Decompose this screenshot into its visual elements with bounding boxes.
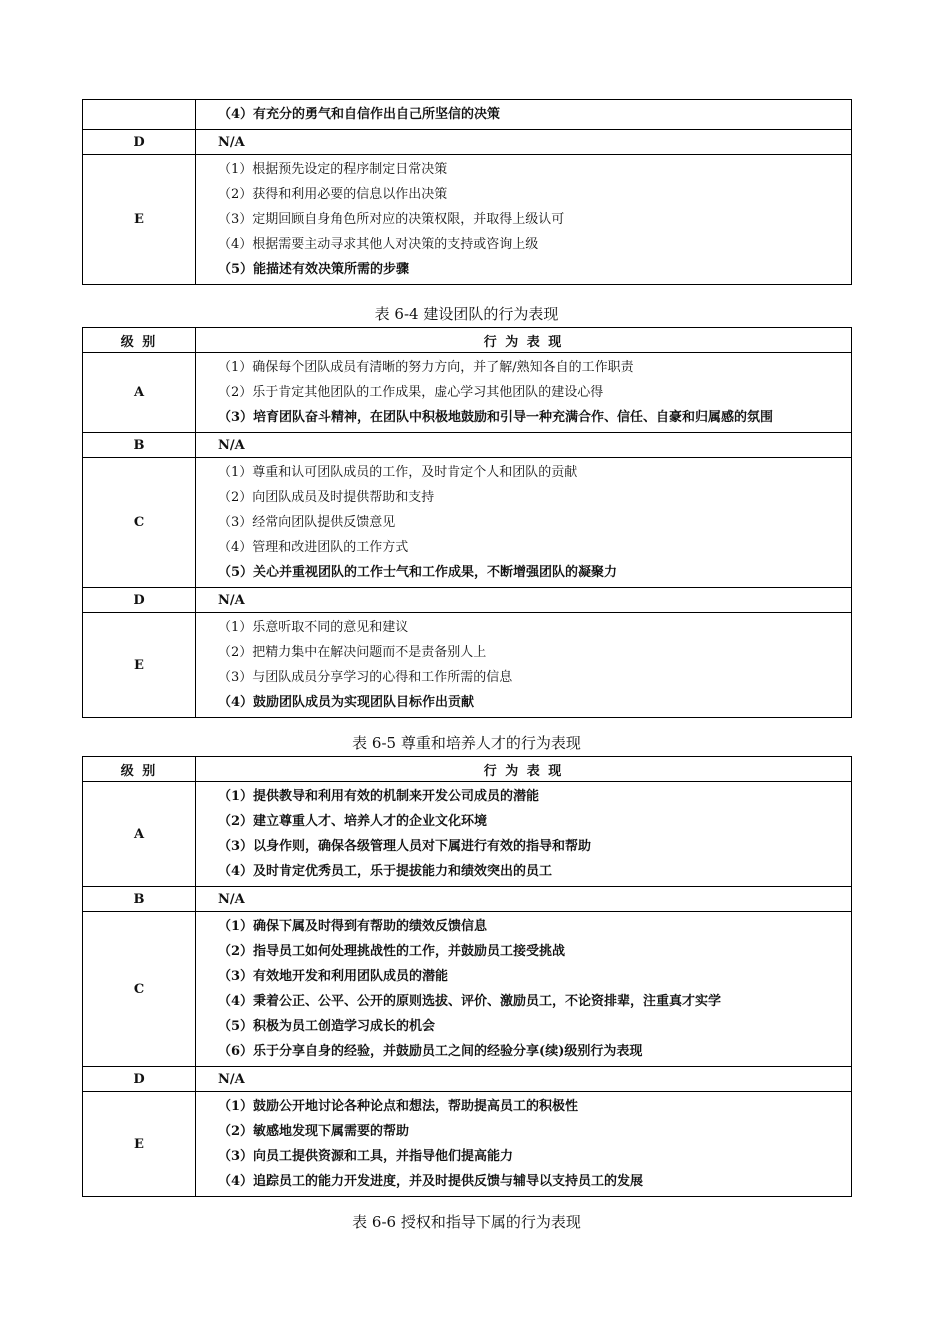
behavior-cell	[196, 458, 852, 588]
level-cell: C	[83, 458, 196, 588]
behavior-cell	[196, 353, 852, 433]
behavior-item: （6）乐于分享自身的经验，并鼓励员工之间的经验分享(续)级别行为表现	[218, 1044, 643, 1059]
header-behavior: 行 为 表 现	[196, 757, 852, 782]
behavior-item: （2）乐于肯定其他团队的工作成果，虚心学习其他团队的建设心得	[218, 385, 604, 400]
table-row	[83, 1092, 852, 1197]
behavior-item: （2）敏感地发现下属需要的帮助	[218, 1124, 410, 1139]
na-cell: N/A	[196, 433, 852, 458]
behavior-item: （4）鼓励团队成员为实现团队目标作出贡献	[218, 695, 475, 710]
behavior-item: （4）追踪员工的能力开发进度，并及时提供反馈与辅导以支持员工的发展	[218, 1174, 644, 1189]
table-caption-6-6: 表 6-6 授权和指导下属的行为表现	[352, 1213, 581, 1231]
header-row	[83, 757, 852, 782]
behavior-item: （4）根据需要主动寻求其他人对决策的支持或咨询上级	[218, 237, 539, 252]
behavior-item: （3）经常向团队提供反馈意见	[218, 515, 396, 530]
behavior-item: （1）提供教导和利用有效的机制来开发公司成员的潜能	[218, 789, 540, 804]
behavior-item: （2）指导员工如何处理挑战性的工作，并鼓励员工接受挑战	[218, 944, 566, 959]
level-cell: D	[83, 130, 196, 155]
team-building-table	[82, 327, 852, 718]
behavior-cell	[196, 1092, 852, 1197]
table-row	[83, 155, 852, 285]
level-cell: E	[83, 155, 196, 285]
behavior-item: （2）建立尊重人才、培养人才的企业文化环境	[218, 814, 488, 829]
behavior-item: （1）尊重和认可团队成员的工作，及时肯定个人和团队的贡献	[218, 465, 578, 480]
behavior-item: （3）培育团队奋斗精神，在团队中积极地鼓励和引导一种充满合作、信任、自豪和归属感的氛围	[218, 410, 774, 425]
behavior-item: （3）向员工提供资源和工具，并指导他们提高能力	[218, 1149, 514, 1164]
behavior-item: （4）秉着公正、公平、公开的原则选拔、评价、激励员工，不论资排辈，注重真才实学	[218, 994, 722, 1009]
level-cell: E	[83, 613, 196, 718]
table-row	[83, 353, 852, 433]
behavior-item: （3）定期回顾自身角色所对应的决策权限，并取得上级认可	[218, 212, 565, 227]
behavior-item: （1）确保下属及时得到有帮助的绩效反馈信息	[218, 919, 488, 934]
level-cell: A	[83, 782, 196, 887]
table-row	[83, 130, 852, 155]
table-row	[83, 887, 852, 912]
na-cell: N/A	[196, 130, 852, 155]
level-cell: D	[83, 1067, 196, 1092]
na-cell: N/A	[196, 588, 852, 613]
behavior-item: （5）能描述有效决策所需的步骤	[218, 262, 410, 277]
na-cell: N/A	[196, 1067, 852, 1092]
table-body	[83, 100, 852, 285]
behavior-item: （5）积极为员工创造学习成长的机会	[218, 1019, 436, 1034]
table-body	[83, 757, 852, 1197]
behavior-item: （4）有充分的勇气和自信作出自己所坚信的决策	[218, 107, 501, 122]
table-row	[83, 613, 852, 718]
table-row	[83, 912, 852, 1067]
table-body	[83, 328, 852, 718]
table-row	[83, 100, 852, 130]
behavior-cell	[196, 912, 852, 1067]
behavior-item: （3）与团队成员分享学习的心得和工作所需的信息	[218, 670, 513, 685]
level-cell	[83, 100, 196, 130]
header-row	[83, 328, 852, 353]
behavior-cell	[196, 155, 852, 285]
behavior-item: （3）以身作则，确保各级管理人员对下属进行有效的指导和帮助	[218, 839, 592, 854]
na-cell: N/A	[196, 887, 852, 912]
table-row	[83, 458, 852, 588]
behavior-item: （1）确保每个团队成员有清晰的努力方向，并了解/熟知各自的工作职责	[218, 360, 634, 375]
behavior-item: （1）鼓励公开地讨论各种论点和想法，帮助提高员工的积极性	[218, 1099, 579, 1114]
behavior-item: （4）及时肯定优秀员工，乐于提拔能力和绩效突出的员工	[218, 864, 553, 879]
behavior-cell	[196, 613, 852, 718]
behavior-item: （4）管理和改进团队的工作方式	[218, 540, 409, 555]
behavior-item: （2）向团队成员及时提供帮助和支持	[218, 490, 435, 505]
decision-table-continued	[82, 99, 852, 285]
level-cell: A	[83, 353, 196, 433]
level-cell: E	[83, 1092, 196, 1197]
behavior-item: （3）有效地开发和利用团队成员的潜能	[218, 969, 449, 984]
table-row	[83, 1067, 852, 1092]
header-level: 级 别	[83, 757, 196, 782]
table-caption-6-5: 表 6-5 尊重和培养人才的行为表现	[352, 734, 581, 752]
behavior-cell	[196, 100, 852, 130]
table-row	[83, 782, 852, 887]
table-row	[83, 433, 852, 458]
level-cell: B	[83, 433, 196, 458]
table-caption-6-4: 表 6-4 建设团队的行为表现	[374, 305, 559, 323]
header-level: 级 别	[83, 328, 196, 353]
header-behavior: 行 为 表 现	[196, 328, 852, 353]
level-cell: D	[83, 588, 196, 613]
behavior-item: （2）获得和利用必要的信息以作出决策	[218, 187, 448, 202]
behavior-item: （2）把精力集中在解决问题而不是责备别人上	[218, 645, 487, 660]
behavior-cell	[196, 782, 852, 887]
behavior-item: （1）乐意听取不同的意见和建议	[218, 620, 409, 635]
level-cell: C	[83, 912, 196, 1067]
level-cell: B	[83, 887, 196, 912]
behavior-item: （1）根据预先设定的程序制定日常决策	[218, 162, 448, 177]
behavior-item: （5）关心并重视团队的工作士气和工作成果，不断增强团队的凝聚力	[218, 565, 618, 580]
table-row	[83, 588, 852, 613]
talent-development-table	[82, 756, 852, 1197]
